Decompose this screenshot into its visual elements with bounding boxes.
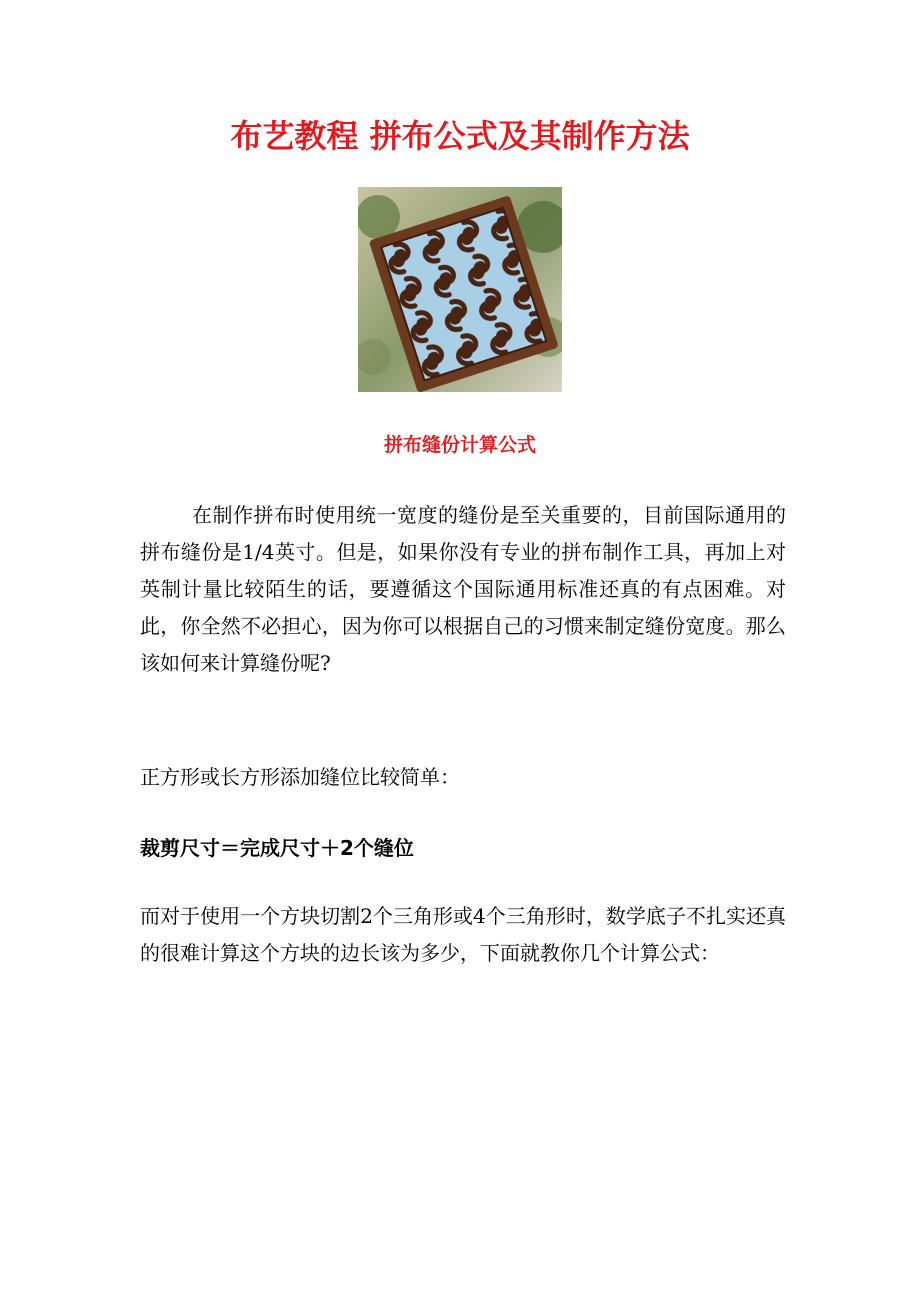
square-note-paragraph: 正方形或长方形添加缝位比较简单： xyxy=(140,765,460,789)
section-subtitle: 拼布缝份计算公式 xyxy=(383,434,536,456)
intro-paragraph: 在制作拼布时使用统一宽度的缝份是至关重要的，目前国际通用的拼布缝份是1/4英寸。但是，如果你没有专业的拼布制作工具，再加上对英制计量比较陌生的话，要遵循这个国际通用标准还真的有点困难。对此，你全然不必担心，因为你可以根据自己的习惯来制定缝份宽度。那么该如何来计算缝份呢? xyxy=(140,503,786,675)
document-title: 布艺教程 拼布公式及其制作方法 xyxy=(230,117,690,155)
triangle-note-paragraph: 而对于使用一个方块切割2个三角形或4个三角形时，数学底子不扎实还真的很难计算这个方块的边长该为多少，下面就教你几个计算公式： xyxy=(140,904,786,965)
cutting-formula: 裁剪尺寸＝完成尺寸＋2个缝位 xyxy=(140,836,414,860)
quilt-photo xyxy=(358,187,562,392)
